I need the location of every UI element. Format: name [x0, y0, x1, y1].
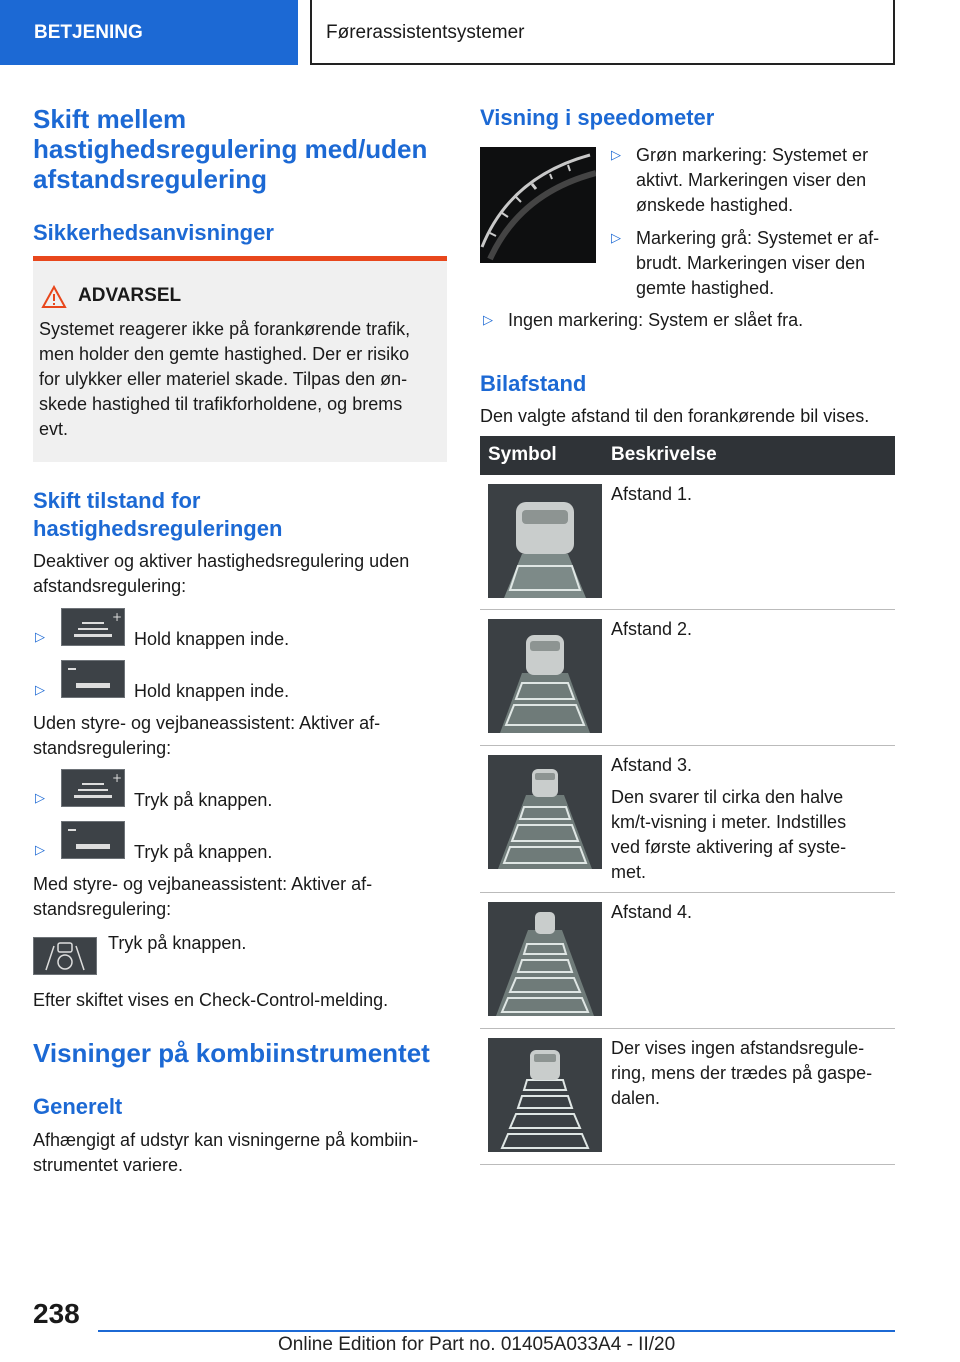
steering-assist-button-icon: [33, 937, 97, 975]
press-text-3: Tryk på knappen.: [108, 933, 247, 953]
paragraph-general: Afhængigt af udstyr kan visningerne på kombiin- strumentet variere.: [33, 1130, 419, 1175]
heading-safety: Sikkerhedsanvisninger: [33, 220, 274, 245]
hold-text-2: Hold knappen inde.: [134, 681, 290, 701]
distance-plus-button-icon: [61, 608, 125, 646]
heading-displays: Visninger på kombiinstrumentet: [33, 1038, 430, 1068]
no-marking-text: Ingen markering: System er slået fra.: [508, 310, 804, 330]
green-marking-text: Grøn markering: Systemet er aktivt. Markeringen viser den ønskede hastighed.: [636, 145, 869, 215]
distance-plus-button-icon: [61, 769, 125, 807]
no-distance-image: [488, 1038, 602, 1152]
section-tab: BETJENING: [0, 0, 298, 65]
paragraph-with-assist: Med styre- og vejbaneassistent: Aktiver af- standsregulering:: [33, 874, 373, 919]
paragraph-deactivate: Deaktiver og aktiver hastighedsregulering uden afstandsregulering:: [33, 551, 410, 596]
table-header: [480, 436, 895, 475]
warning-triangle-icon: [41, 285, 67, 309]
table-row: Afstand 3. Den svarer til cirka den halve km/t-visning i meter. Indstilles ved første aktivering af syste- met.: [611, 755, 847, 882]
bullet-icon: ▷: [483, 312, 493, 327]
table-row: Afstand 4.: [611, 902, 693, 922]
table-row: Afstand 2.: [611, 619, 693, 639]
heading-general: Generelt: [33, 1094, 123, 1119]
distance-4-image: [488, 902, 602, 1016]
grey-marking-text: Markering grå: Systemet er af- brudt. Markeringen viser den gemte hastighed.: [636, 228, 880, 298]
warning-title: ADVARSEL: [78, 285, 182, 306]
bullet-icon: ▷: [35, 790, 45, 805]
warning-box: [33, 256, 447, 462]
heading-change-mode: Skift tilstand for hastighedsreguleringen: [33, 488, 283, 541]
distance-2-image: [488, 619, 602, 733]
row-divider: [480, 892, 895, 893]
row-divider: [480, 609, 895, 610]
paragraph-distance: Den valgte afstand til den forankørende bil vises.: [480, 406, 870, 426]
bullet-icon: ▷: [611, 147, 621, 162]
table-row: Afstand 1.: [611, 484, 693, 504]
bullet-icon: ▷: [35, 629, 45, 644]
row-divider: [480, 1028, 895, 1029]
footer-rule: [98, 1330, 895, 1332]
hold-text-1: Hold knappen inde.: [134, 629, 290, 649]
col-description: Beskrivelse: [611, 444, 717, 465]
chapter-title: Førerassistentsystemer: [310, 0, 895, 65]
svg-text:+: +: [112, 771, 123, 785]
heading-speedometer: Visning i speedometer: [480, 105, 715, 130]
table-row: Der vises ingen afstandsregule- ring, mens der trædes på gaspe- dalen.: [611, 1038, 873, 1108]
page-number: 238: [33, 1298, 80, 1329]
bullet-icon: ▷: [611, 230, 621, 245]
heading-distance: Bilafstand: [480, 371, 587, 396]
paragraph-after-switch: Efter skiftet vises en Check-Control-melding.: [33, 990, 389, 1010]
warning-text: Systemet reagerer ikke på forankørende trafik, men holder den gemte hastighed. Der er risiko for ulykker eller materiel skade. Tilpas den øn- skede hastighed til trafikforholdene, og brems evt.: [39, 319, 411, 439]
press-text-1: Tryk på knappen.: [134, 790, 273, 810]
bullet-icon: ▷: [35, 842, 45, 857]
row-divider: [480, 745, 895, 746]
bullet-icon: ▷: [35, 682, 45, 697]
heading-switch-mode: Skift mellem hastighedsregulering med/uden afstandsregulering: [33, 104, 428, 194]
row-divider: [480, 1164, 895, 1165]
col-symbol: Symbol: [488, 444, 557, 465]
distance-1-image: [488, 484, 602, 598]
press-text-2: Tryk på knappen.: [134, 842, 273, 862]
distance-3-image: [488, 755, 602, 869]
distance-minus-button-icon: [61, 821, 125, 859]
paragraph-without-assist: Uden styre- og vejbaneassistent: Aktiver af- standsregulering:: [33, 713, 381, 758]
svg-text:+: +: [112, 610, 123, 624]
speedometer-image: [480, 147, 596, 263]
distance-minus-button-icon: [61, 660, 125, 698]
edition-text: Online Edition for Part no. 01405A033A4 - II/20: [278, 1334, 676, 1355]
